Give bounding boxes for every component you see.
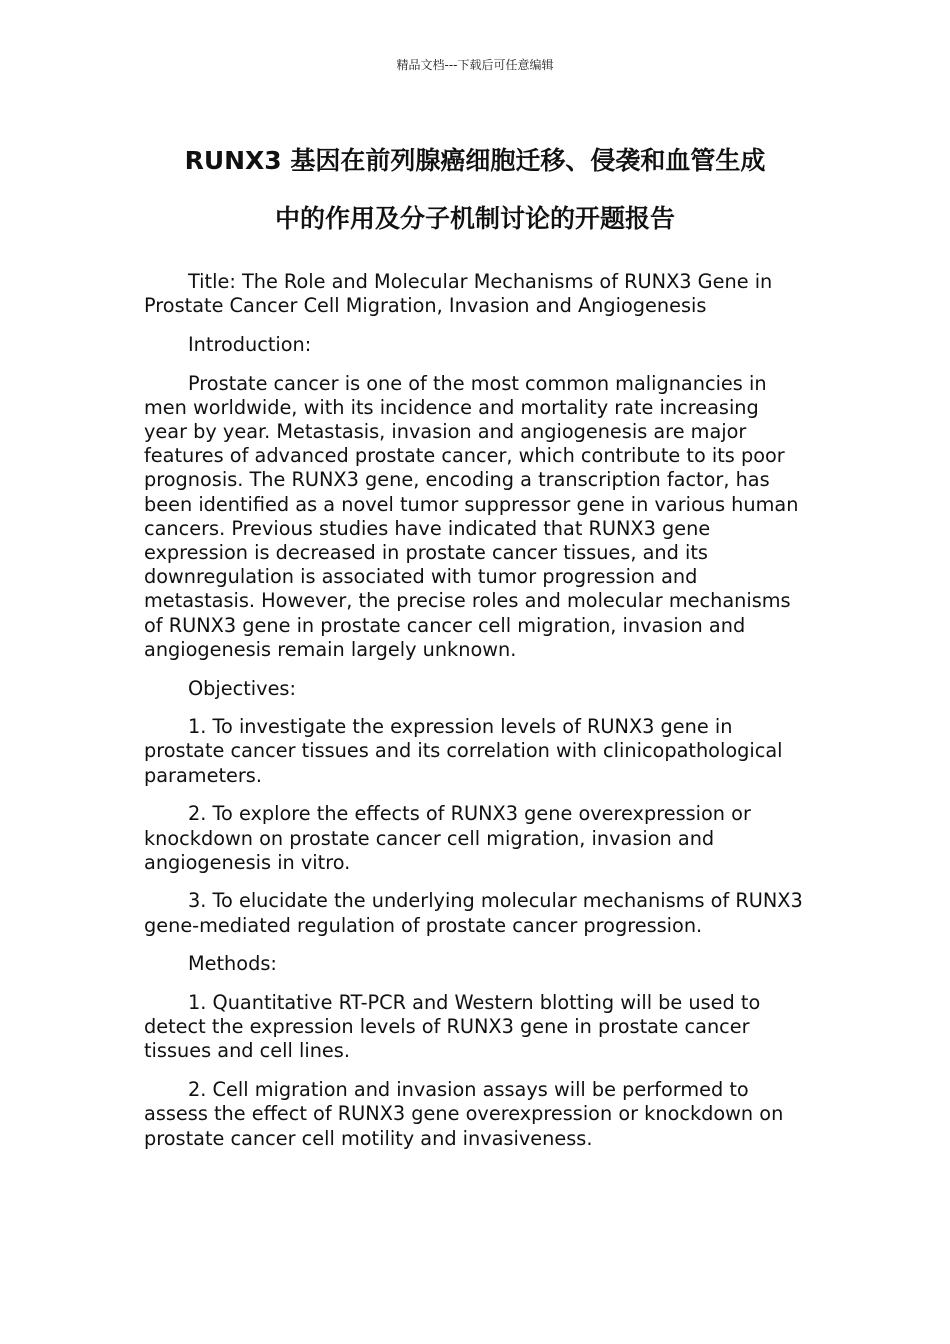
title-line-2: 中的作用及分子机制讨论的开题报告: [274, 204, 675, 233]
objective-item: 1. To investigate the expression levels of RUNX3 gene in prostate cancer tissues and its correlation with clinicopathological parameters.: [144, 715, 783, 787]
paragraph-title: Title: The Role and Molecular Mechanisms of RUNX3 Gene in Prostate Cancer Cell Migration, Invasion and Angiogenesis: [144, 270, 773, 318]
heading-objectives: Objectives:: [188, 676, 296, 700]
objective-item: 3. To elucidate the underlying molecular mechanisms of RUNX3 gene-mediated regulation of prostate cancer progression.: [144, 889, 803, 937]
document-title: [120, 132, 830, 248]
title-line-1: RUNX3 基因在前列腺癌细胞迁移、侵袭和血管生成: [184, 146, 766, 175]
method-item: 2. Cell migration and invasion assays will be performed to assess the effect of RUNX3 gene overexpression or knockdown on prostate cancer cell motility and invasiveness.: [144, 1078, 784, 1150]
paragraph-introduction: Prostate cancer is one of the most common malignancies in men worldwide, with its incidence and mortality rate increasing year by year. Metastasis, invasion and angiogenesis are major features of advanced prostate cancer, which contribute to its poor prognosis. The RUNX3 gene, encoding a transcription factor, has been identified as a novel tumor suppressor gene in various human cancers. Previous studies have indicated that RUNX3 gene expression is decreased in prostate cancer tissues, and its downregulation is associated with tumor progression and metastasis. However, the precise roles and molecular mechanisms of RUNX3 gene in prostate cancer cell migration, invasion and angiogenesis remain largely unknown.: [144, 371, 799, 661]
document-body: [144, 270, 806, 1165]
heading-introduction: Introduction:: [188, 332, 312, 356]
method-item: 1. Quantitative RT-PCR and Western blotting will be used to detect the expression levels of RUNX3 gene in prostate cancer tissues and cell lines.: [144, 991, 761, 1063]
heading-methods: Methods:: [188, 952, 277, 976]
header-note: 精品文档---下载后可任意编辑: [396, 58, 554, 72]
objective-item: 2. To explore the effects of RUNX3 gene overexpression or knockdown on prostate cancer cell migration, invasion and angiogenesis in vitro.: [144, 802, 751, 874]
